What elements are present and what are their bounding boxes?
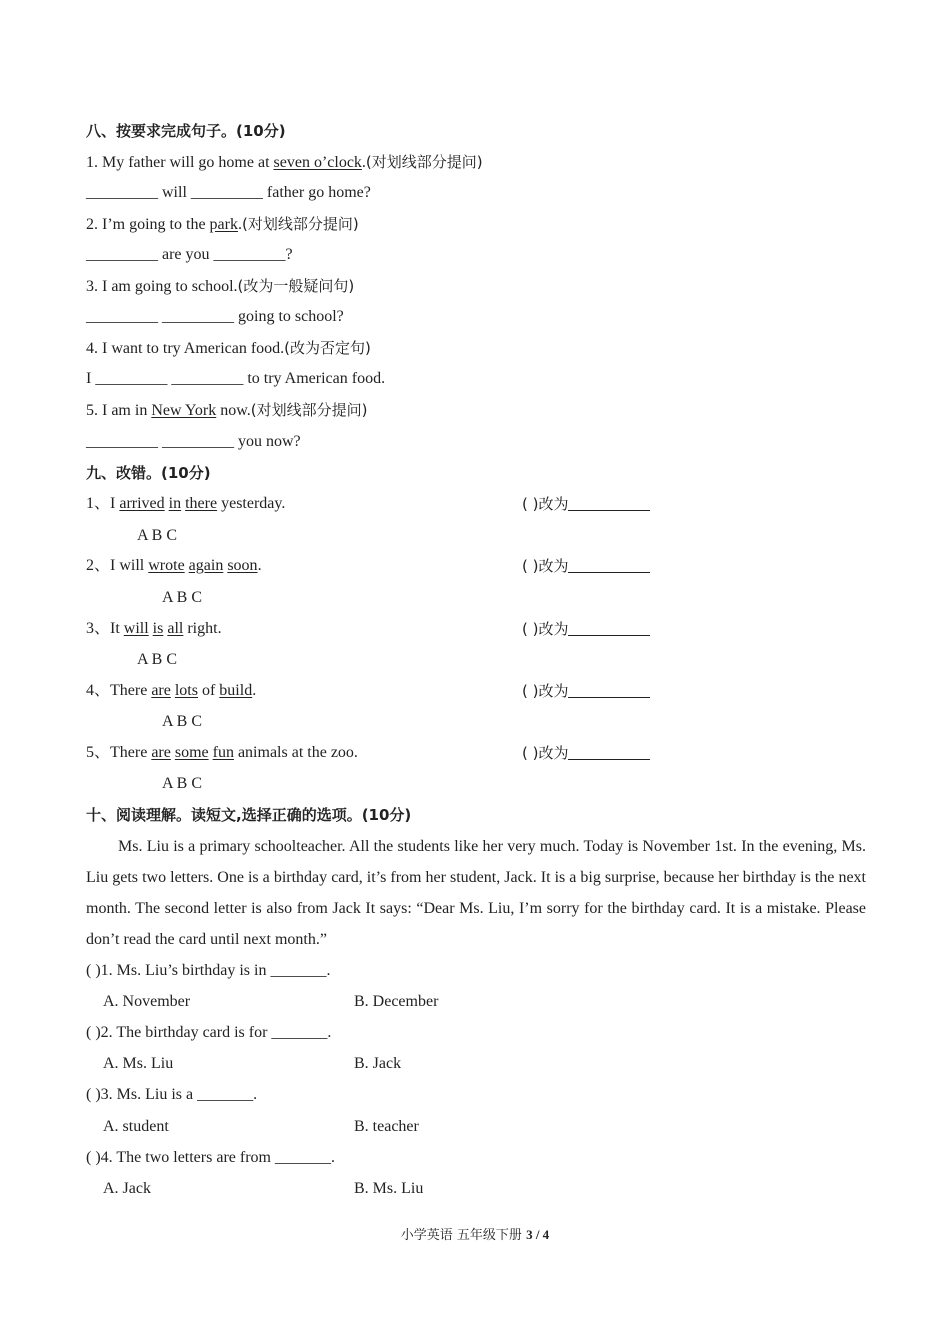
underlined-phrase: New York xyxy=(151,402,217,419)
underlined-a: arrived xyxy=(119,495,165,512)
bracket-text: ( )改为 xyxy=(522,495,569,513)
bracket-text: ( )改为 xyxy=(522,557,569,575)
answer-8-2: _________ are you _________? xyxy=(86,246,293,263)
page-number: 3 / 4 xyxy=(526,1227,550,1242)
underlined-c: all xyxy=(167,620,184,637)
answer-blank xyxy=(568,556,650,573)
item-text: 1、I xyxy=(86,495,120,512)
answer-8-4: I _________ _________ to try American food. xyxy=(86,370,386,387)
question-text: 3. I am going to school. xyxy=(86,278,238,295)
reading-question-3: ( )3. Ms. Liu is a _______. xyxy=(86,1086,258,1103)
question-text: 5. I am in xyxy=(86,402,152,419)
option-letters-2: A B C xyxy=(162,589,203,606)
question-8-2 xyxy=(86,214,359,235)
underlined-c: fun xyxy=(212,744,234,761)
option-a-2: A. Ms. Liu xyxy=(103,1055,174,1072)
section-9-heading: 九、改错。(10分) xyxy=(86,464,211,482)
section-10-heading: 十、阅读理解。读短文,选择正确的选项。(10分) xyxy=(86,806,412,824)
option-b-3: B. teacher xyxy=(354,1118,419,1135)
underlined-a: are xyxy=(151,682,171,699)
answer-blank xyxy=(568,681,650,698)
question-text: 2. I’m going to the xyxy=(86,216,210,233)
error-item-1 xyxy=(86,494,285,514)
question-text: . xyxy=(237,216,242,233)
item-text: 4、There xyxy=(86,682,152,699)
option-letters-3: A B C xyxy=(137,651,178,668)
question-8-4 xyxy=(86,338,371,359)
instruction-note: (对划线部分提问) xyxy=(241,215,359,233)
underlined-a: are xyxy=(151,744,171,761)
question-text: 1. My father will go home at xyxy=(86,154,274,171)
answer-bracket-4 xyxy=(522,681,650,701)
bracket-text: ( )改为 xyxy=(522,620,569,638)
answer-bracket-2 xyxy=(522,556,650,576)
answer-8-1: _________ will _________ father go home? xyxy=(86,184,371,201)
underlined-b: lots xyxy=(174,682,198,699)
instruction-note: (对划线部分提问) xyxy=(365,153,483,171)
option-b-2: B. Jack xyxy=(354,1055,402,1072)
item-text: . xyxy=(252,682,257,699)
reading-question-4: ( )4. The two letters are from _______. xyxy=(86,1149,335,1166)
option-a-1: A. November xyxy=(103,993,191,1010)
answer-bracket-5 xyxy=(522,743,650,763)
error-item-2 xyxy=(86,556,262,576)
underlined-b: in xyxy=(168,495,182,512)
item-text: 2、I will xyxy=(86,557,149,574)
error-item-3 xyxy=(86,619,222,639)
reading-question-1: ( )1. Ms. Liu’s birthday is in _______. xyxy=(86,962,331,979)
option-letters-1: A B C xyxy=(137,527,178,544)
error-item-5 xyxy=(86,743,358,763)
reading-passage: Ms. Liu is a primary schoolteacher. All the students like her very much. Today is November 1st. In the evening, Ms. Liu gets two letters. One is a birthday card, it’s from her student, Jack. It is a big surprise, because her birthday is the next month. The second letter is also from Jack It says: “Dear Ms. Liu, I’m sorry for the birthday card. It is a mistake. Please don’t read the card until next month.” xyxy=(86,838,866,948)
option-b-4: B. Ms. Liu xyxy=(354,1180,424,1197)
item-text: animals at the zoo. xyxy=(233,744,358,761)
option-letters-5: A B C xyxy=(162,775,203,792)
footer-subject: 小学英语 五年级下册 xyxy=(400,1228,527,1243)
section-8-heading: 八、按要求完成句子。(10分) xyxy=(86,122,286,140)
page-footer xyxy=(0,1224,950,1243)
underlined-c: there xyxy=(185,495,218,512)
option-a-3: A. student xyxy=(103,1118,169,1135)
item-text: right. xyxy=(183,620,222,637)
answer-blank xyxy=(568,619,650,636)
underlined-b: again xyxy=(188,557,224,574)
instruction-note: (改为一般疑问句) xyxy=(237,277,355,295)
option-letters-4: A B C xyxy=(162,713,203,730)
error-item-4 xyxy=(86,681,256,701)
underlined-phrase: seven o’clock xyxy=(273,154,362,171)
item-text: 3、It xyxy=(86,620,124,637)
question-text: . xyxy=(361,154,366,171)
bracket-text: ( )改为 xyxy=(522,682,569,700)
item-text: yesterday. xyxy=(217,495,286,512)
option-b-1: B. December xyxy=(354,993,439,1010)
underlined-c: build xyxy=(219,682,253,699)
instruction-note: (对划线部分提问) xyxy=(250,401,368,419)
answer-bracket-1 xyxy=(522,494,650,514)
underlined-a: wrote xyxy=(148,557,185,574)
underlined-phrase: park xyxy=(209,216,238,233)
underlined-c: soon xyxy=(227,557,258,574)
answer-blank xyxy=(568,494,650,511)
instruction-note: (改为否定句) xyxy=(284,339,371,357)
spacer: of xyxy=(197,682,220,699)
bracket-text: ( )改为 xyxy=(522,744,569,762)
answer-bracket-3 xyxy=(522,619,650,639)
answer-blank xyxy=(568,743,650,760)
underlined-b: is xyxy=(152,620,164,637)
item-text: . xyxy=(257,557,262,574)
reading-question-2: ( )2. The birthday card is for _______. xyxy=(86,1024,332,1041)
question-text: now. xyxy=(216,402,251,419)
answer-8-3: _________ _________ going to school? xyxy=(86,308,344,325)
question-8-5 xyxy=(86,400,367,421)
question-text: 4. I want to try American food. xyxy=(86,340,285,357)
underlined-b: some xyxy=(174,744,209,761)
answer-8-5: _________ _________ you now? xyxy=(86,433,301,450)
question-8-3 xyxy=(86,276,354,297)
underlined-a: will xyxy=(123,620,149,637)
item-text: 5、There xyxy=(86,744,152,761)
question-8-1 xyxy=(86,152,483,173)
option-a-4: A. Jack xyxy=(103,1180,151,1197)
